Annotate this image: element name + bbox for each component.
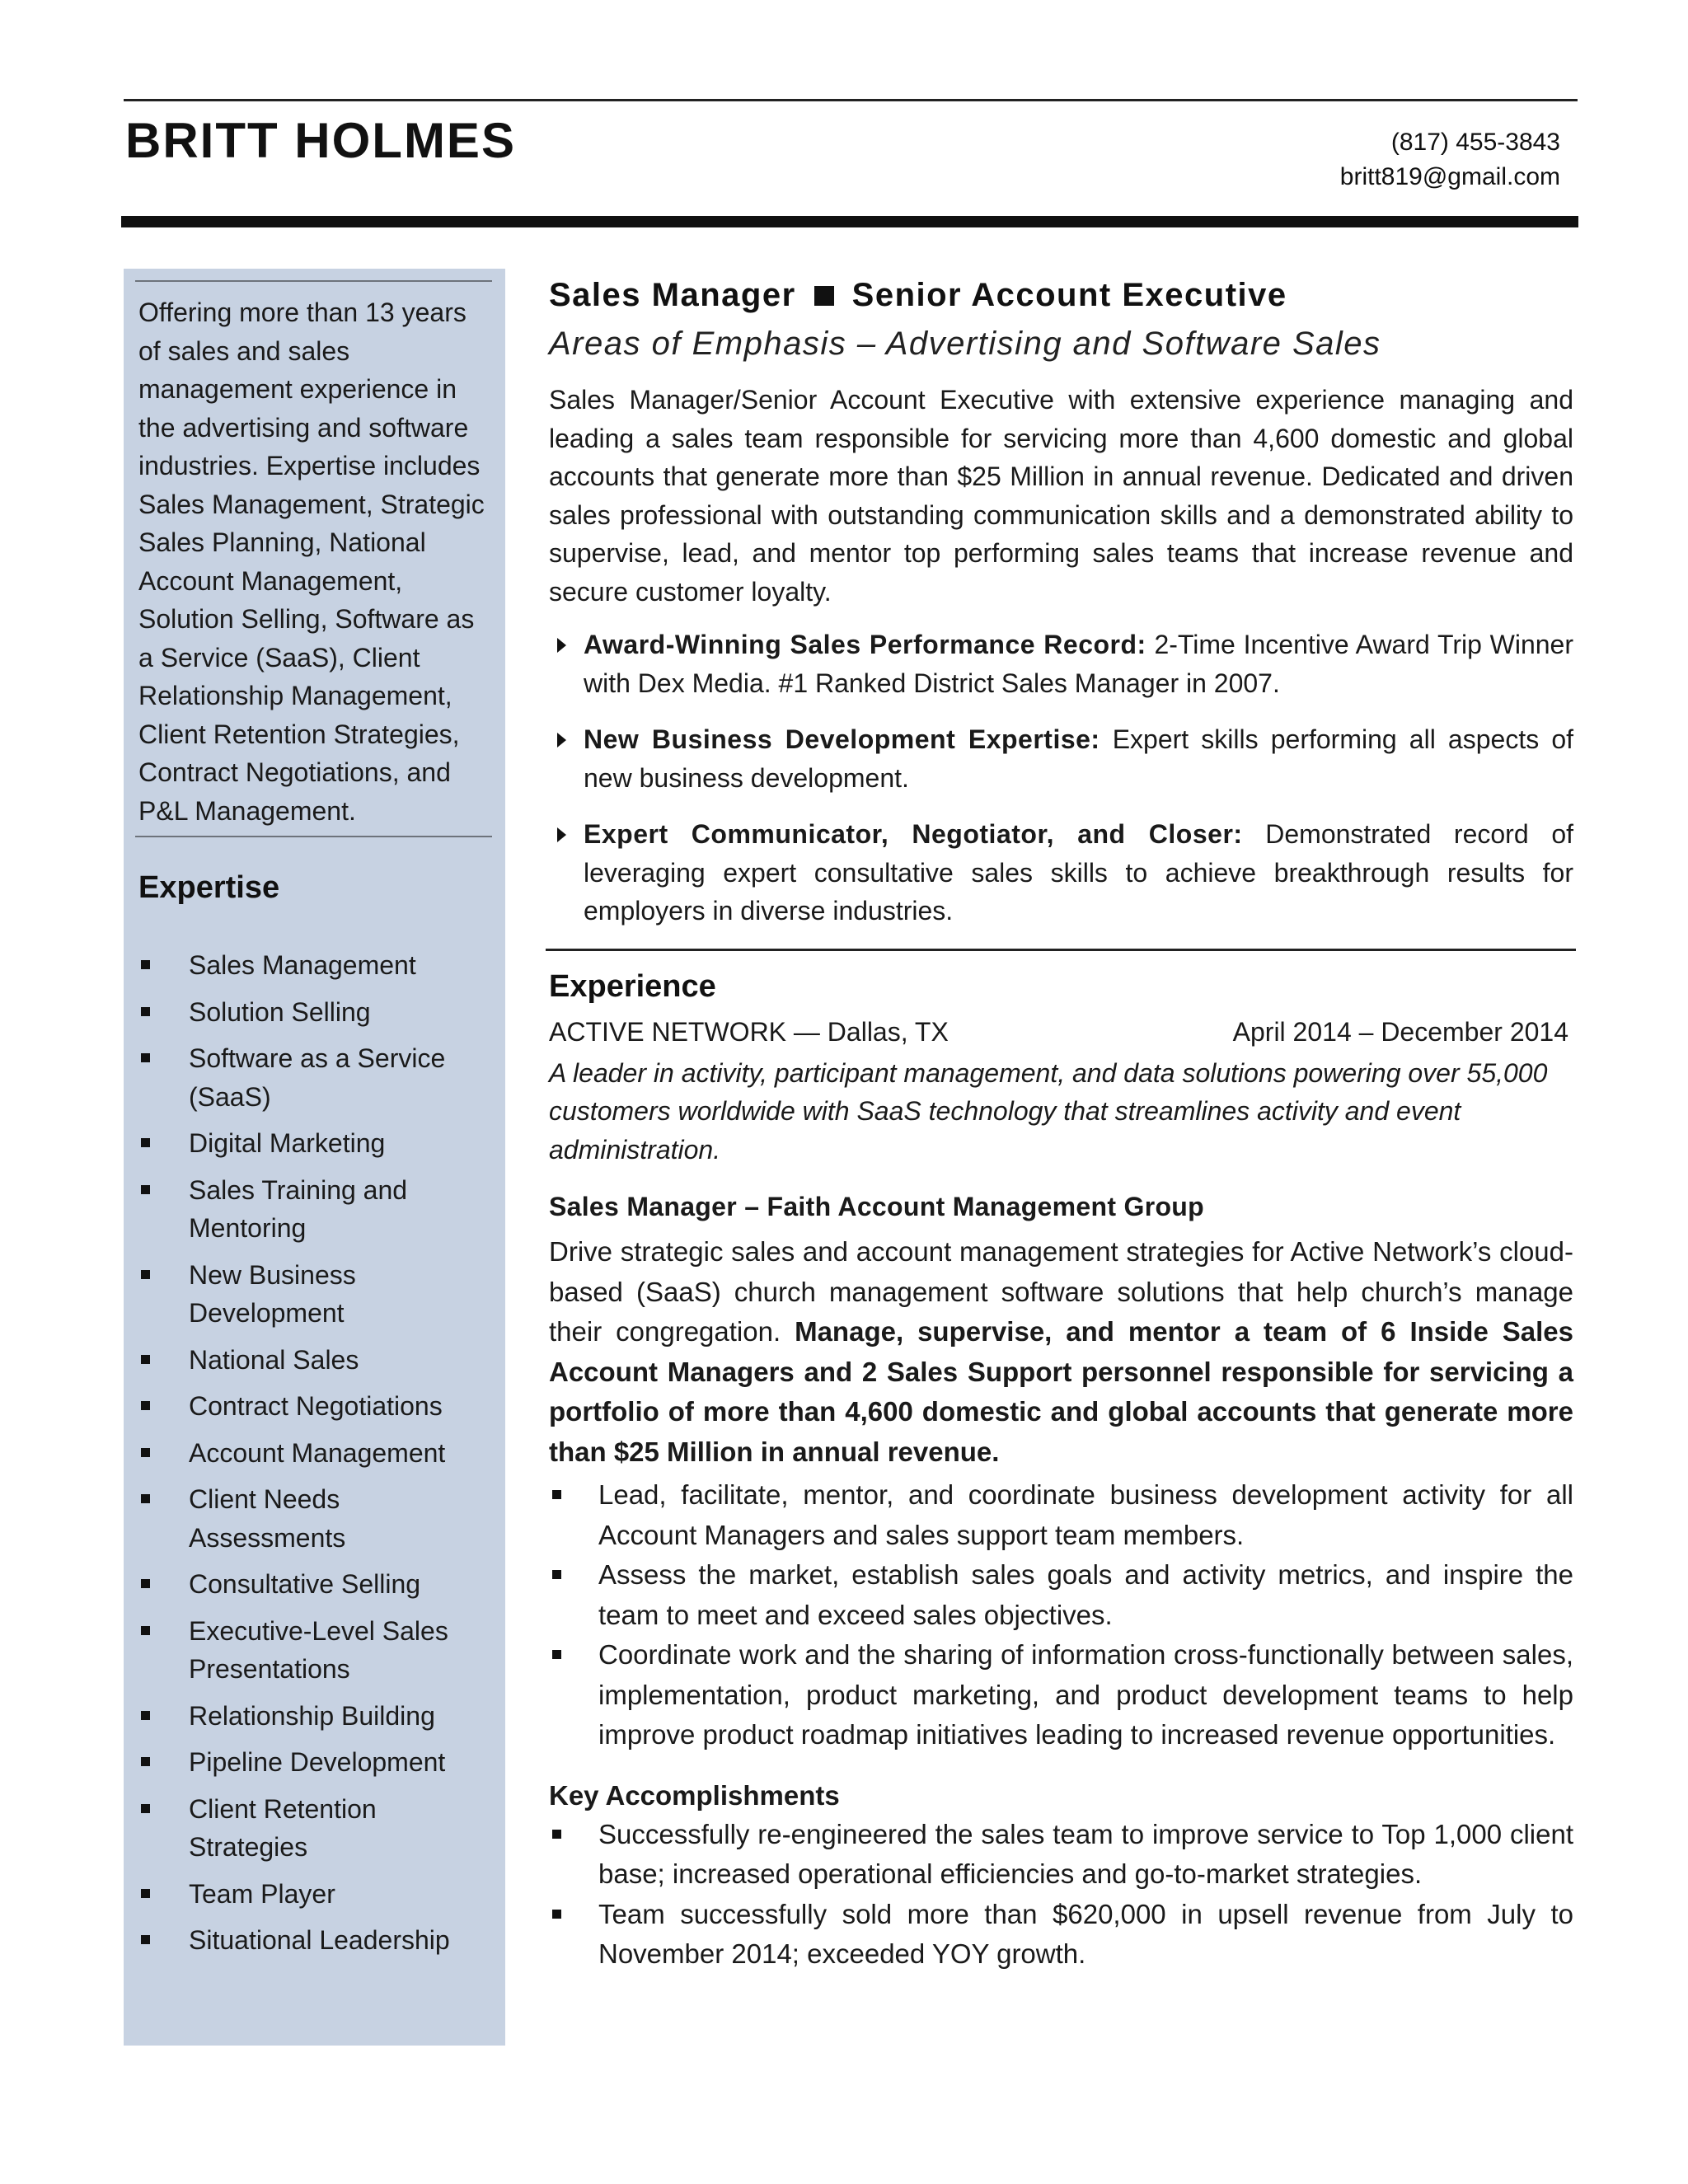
expertise-item: National Sales (138, 1341, 501, 1380)
employer-name: ACTIVE NETWORK — Dallas, TX (549, 1016, 949, 1047)
highlight-text: Demonstrated record of leveraging expert consultative sales skills to achieve breakthrough results for employers in diverse industries. (584, 819, 1574, 926)
accomplishment-item: Successfully re-engineered the sales team to improve service to Top 1,000 client base; increased operational efficiencies and go-to-market strategies. (549, 1815, 1573, 1895)
summary-text: Offering more than 13 years of sales and sales management experience in the advertising and software industries. Expertise includes Sales Management, Strategic Sales Planning, National Account Management, Solution Selling, Software as a Service (SaaS), Client Relationship Management, Client Retention Strategies, Contract Negotiations, and P&L Management. (138, 298, 485, 826)
expertise-item: Account Management (138, 1434, 501, 1473)
expertise-item: Software as a Service (SaaS) (138, 1039, 501, 1116)
sidebar (124, 269, 505, 2046)
expertise-item: Relationship Building (138, 1697, 501, 1736)
expertise-item: Situational Leadership (138, 1921, 501, 1960)
expertise-item: Consultative Selling (138, 1565, 501, 1604)
role-description-text: Drive strategic sales and account management strategies for Active Network’s cloud-based (SaaS) church management software solutions that help church’s manage their congregation. (549, 1236, 1573, 1347)
expertise-list (138, 946, 501, 1968)
employer-row (549, 1013, 1573, 1051)
duty-item: Assess the market, establish sales goals and activity metrics, and inspire the team to meet and exceed sales objectives. (549, 1555, 1573, 1635)
main-content (549, 269, 1573, 1975)
expertise-item: Contract Negotiations (138, 1387, 501, 1426)
phone-number: (817) 455-3843 (1390, 129, 1560, 156)
highlight-item (549, 815, 1573, 930)
expertise-item: Solution Selling (138, 993, 501, 1032)
section-divider (546, 949, 1576, 951)
highlight-label: Expert Communicator, Negotiator, and Closer: (584, 819, 1243, 849)
duty-item: Lead, facilitate, mentor, and coordinate business development activity for all Account Managers and sales support team members. (549, 1475, 1573, 1555)
highlight-item (549, 720, 1573, 797)
header-top-rule (124, 99, 1578, 101)
expertise-item: Client Needs Assessments (138, 1480, 501, 1557)
email-address: britt819@gmail.com (1339, 163, 1560, 190)
expertise-item: New Business Development (138, 1256, 501, 1333)
highlights-list (549, 626, 1573, 930)
accomplishments-heading: Key Accomplishments (549, 1779, 840, 1811)
accomplishment-item: Team successfully sold more than $620,000 in upsell revenue from July to November 2014; exceeded YOY growth. (549, 1895, 1573, 1975)
duty-item: Coordinate work and the sharing of information cross-functionally between sales, implementation, product marketing, and product development teams to help improve product roadmap initiatives leading to increased revenue opportunities. (549, 1635, 1573, 1755)
highlight-label: New Business Development Expertise: (584, 724, 1100, 754)
role-description (549, 1232, 1573, 1472)
role-title: Sales Manager – Faith Account Management Group (549, 1192, 1204, 1221)
headline-role-2: Senior Account Executive (851, 277, 1287, 313)
header-thick-rule (121, 216, 1578, 227)
headline (549, 277, 1573, 314)
expertise-item: Client Retention Strategies (138, 1790, 501, 1867)
highlight-label: Award-Winning Sales Performance Record: (584, 630, 1146, 659)
candidate-name: BRITT HOLMES (125, 113, 516, 168)
company-description: A leader in activity, participant management, and data solutions powering over 55,000 customers worldwide with SaaS technology that streamlines activity and event administration. (549, 1057, 1548, 1165)
square-separator-icon (814, 286, 834, 306)
highlight-item (549, 626, 1573, 702)
employment-dates: April 2014 – December 2014 (1232, 1016, 1568, 1047)
areas-of-emphasis: Areas of Emphasis – Advertising and Software Sales (549, 326, 1381, 362)
expertise-item: Executive-Level Sales Presentations (138, 1612, 501, 1689)
expertise-item: Pipeline Development (138, 1743, 501, 1782)
sidebar-divider (135, 836, 492, 837)
highlight-text: Expert skills performing all aspects of new business development. (584, 724, 1574, 793)
headline-role-1: Sales Manager (549, 277, 796, 313)
experience-heading: Experience (549, 968, 716, 1004)
profile-summary: Sales Manager/Senior Account Executive with extensive experience managing and leading a sales team responsible for servicing more than 4,600 domestic and global accounts that generate more than $25 Million in annual revenue. Dedicated and driven sales professional with outstanding communication skills and a demonstrated ability to supervise, lead, and mentor top performing sales teams that increase revenue and secure customer loyalty. (549, 385, 1573, 607)
accomplishments-list (549, 1815, 1573, 1975)
expertise-item: Digital Marketing (138, 1124, 501, 1163)
sidebar-top-rule (135, 280, 492, 282)
role-description-bold: Manage, supervise, and mentor a team of 6 Inside Sales Account Managers and 2 Sales Support personnel responsible for servicing a portfolio of more than 4,600 domestic and global accounts that generate more than $25 Million in annual revenue. (549, 1316, 1573, 1467)
contact-block (1340, 125, 1560, 194)
expertise-item: Sales Training and Mentoring (138, 1171, 501, 1248)
duties-list (549, 1475, 1573, 1755)
expertise-heading: Expertise (138, 870, 280, 905)
expertise-item: Sales Management (138, 946, 501, 985)
highlight-text: 2-Time Incentive Award Trip Winner with Dex Media. #1 Ranked District Sales Manager in 2007. (584, 630, 1574, 698)
expertise-item: Team Player (138, 1875, 501, 1914)
